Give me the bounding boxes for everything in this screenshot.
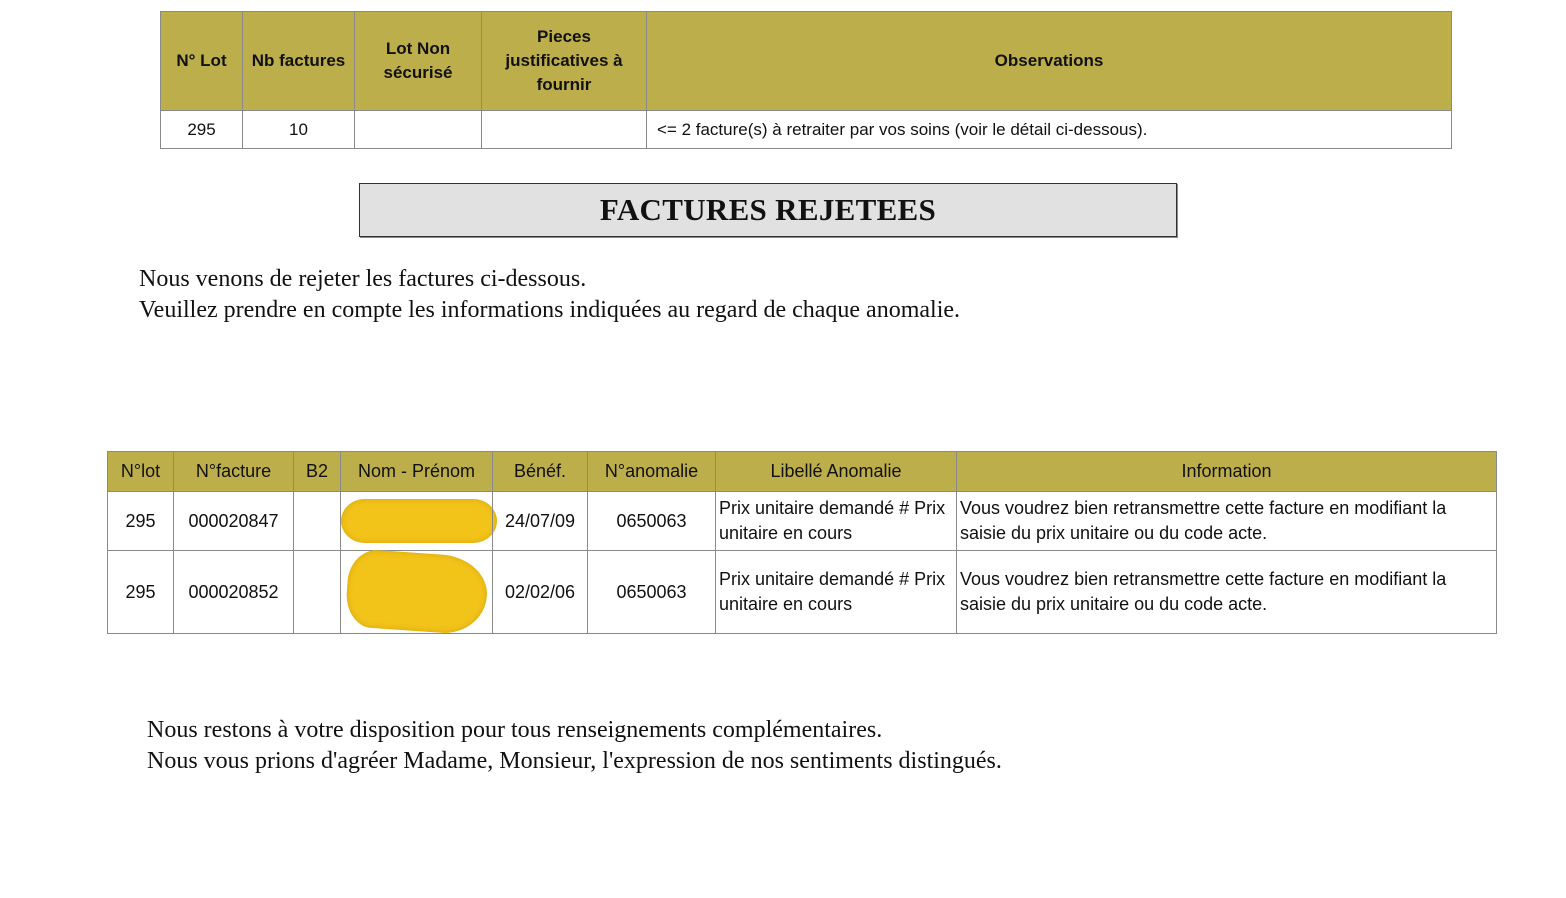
closing-paragraph: [147, 715, 1002, 777]
lot-header-nb-factures: Nb factures: [243, 12, 355, 111]
invoice-lot-cell: 295: [108, 551, 174, 634]
invoice-header-facture: N°facture: [174, 452, 294, 492]
non-securise-cell: [355, 111, 482, 149]
lot-header-lot: N° Lot: [161, 12, 243, 111]
invoice-header-nom-prenom: Nom - Prénom: [341, 452, 493, 492]
invoice-information-cell: Vous voudrez bien retransmettre cette facture en modifiant la saisie du prix unitaire ou du code acte.: [957, 551, 1497, 634]
invoice-anomalie-cell: 0650063: [588, 492, 716, 551]
invoice-benef-cell: 24/07/09: [493, 492, 588, 551]
invoice-header-b2: B2: [294, 452, 341, 492]
lot-header-non-securise: Lot Non sécurisé: [355, 12, 482, 111]
invoice-table-header-row: [108, 452, 1497, 492]
invoice-benef-cell: 02/02/06: [493, 551, 588, 634]
nb-factures-cell: 10: [243, 111, 355, 149]
closing-line-2: Nous vous prions d'agréer Madame, Monsieur, l'expression de nos sentiments distingués.: [147, 748, 1002, 774]
invoice-b2-cell: [294, 492, 341, 551]
lot-header-observations: Observations: [647, 12, 1452, 111]
invoice-anomalie-cell: 0650063: [588, 551, 716, 634]
redaction-mark: [341, 499, 497, 543]
observations-cell: <= 2 facture(s) à retraiter par vos soins (voir le détail ci-dessous).: [647, 111, 1452, 149]
invoice-name-cell: [341, 492, 493, 551]
redaction-mark: [344, 548, 489, 636]
lot-summary-table: [160, 11, 1452, 149]
invoice-header-information: Information: [957, 452, 1497, 492]
invoice-number-cell: 000020847: [174, 492, 294, 551]
lot-table-header-row: [161, 12, 1452, 111]
invoice-information-cell: Vous voudrez bien retransmettre cette facture en modifiant la saisie du prix unitaire ou du code acte.: [957, 492, 1497, 551]
invoice-header-anomalie: N°anomalie: [588, 452, 716, 492]
invoice-header-libelle: Libellé Anomalie: [716, 452, 957, 492]
invoice-lot-cell: 295: [108, 492, 174, 551]
intro-paragraph: [139, 264, 960, 326]
invoice-header-benef: Bénéf.: [493, 452, 588, 492]
invoice-b2-cell: [294, 551, 341, 634]
table-row: [108, 551, 1497, 634]
intro-line-2: Veuillez prendre en compte les informations indiquées au regard de chaque anomalie.: [139, 297, 961, 323]
closing-line-1: Nous restons à votre disposition pour tous renseignements complémentaires.: [147, 717, 883, 743]
pieces-cell: [482, 111, 647, 149]
invoice-number-cell: 000020852: [174, 551, 294, 634]
invoice-name-cell: [341, 551, 493, 634]
section-title: FACTURES REJETEES: [359, 183, 1177, 237]
lot-header-pieces: Pieces justificatives à fournir: [482, 12, 647, 111]
table-row: [108, 492, 1497, 551]
table-row: [161, 111, 1452, 149]
rejected-invoices-table: [107, 451, 1497, 634]
invoice-header-lot: N°lot: [108, 452, 174, 492]
invoice-libelle-cell: Prix unitaire demandé # Prix unitaire en cours: [716, 492, 957, 551]
invoice-libelle-cell: Prix unitaire demandé # Prix unitaire en cours: [716, 551, 957, 634]
intro-line-1: Nous venons de rejeter les factures ci-dessous.: [139, 266, 587, 292]
lot-number-cell: 295: [161, 111, 243, 149]
